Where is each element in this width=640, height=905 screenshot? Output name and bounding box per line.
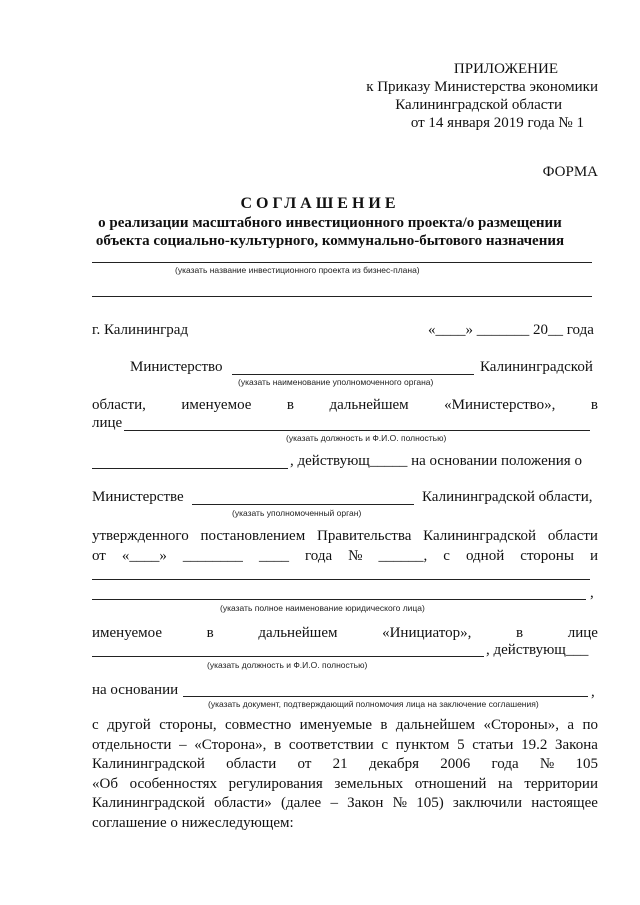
word: постановлением xyxy=(200,528,306,544)
word: № xyxy=(392,795,407,812)
word: лице xyxy=(567,625,598,641)
project-name-line-2[interactable] xyxy=(92,296,592,297)
paragraph-line xyxy=(92,814,598,834)
approved-line xyxy=(92,527,598,545)
word: 105 xyxy=(575,756,598,773)
word: года xyxy=(491,756,519,773)
word: Калининградской xyxy=(423,528,537,544)
legal-entity-line[interactable] xyxy=(92,579,590,580)
word: соглашение о нижеследующем: xyxy=(92,814,294,831)
authority-caption: (указать уполномоченный орган) xyxy=(232,508,362,518)
word: – xyxy=(179,736,187,753)
named-initiator-line xyxy=(92,624,598,642)
word: на xyxy=(498,775,513,792)
document-line[interactable] xyxy=(183,696,588,697)
word: с xyxy=(92,717,99,733)
word: статьи xyxy=(472,736,514,753)
paragraph-line xyxy=(92,716,598,736)
word: 5 xyxy=(457,736,465,753)
word: заключили xyxy=(452,795,522,812)
word: регулирования xyxy=(228,775,323,792)
resolution-number-field[interactable]: ______, xyxy=(378,548,428,564)
word: именуемое xyxy=(181,397,252,413)
date-day-field[interactable]: «____» xyxy=(121,548,167,564)
on-basis-label: на основании xyxy=(92,682,179,698)
word: с xyxy=(443,548,450,564)
word: стороны, xyxy=(159,717,217,733)
word: «Инициатор», xyxy=(382,625,472,641)
word: с xyxy=(381,736,388,753)
agreement-subtitle-1: о реализации масштабного инвестиционного проекта/о размещении xyxy=(98,215,562,231)
acting-clause-2: , действующ___ xyxy=(486,642,589,658)
word: Калининградской xyxy=(92,795,205,812)
word: «Об xyxy=(92,775,118,792)
final-paragraph xyxy=(92,716,598,834)
word: в xyxy=(274,736,282,753)
word: «Сторона», xyxy=(194,736,267,753)
word: именуемое xyxy=(92,625,162,641)
word: и xyxy=(589,548,598,564)
appendix-order-line: к Приказу Министерства экономики xyxy=(366,79,598,95)
date-year-field[interactable]: ____ xyxy=(258,548,289,564)
word: 2006 xyxy=(440,756,471,773)
word: в xyxy=(206,625,214,641)
word: дальнейшем xyxy=(395,717,476,733)
paragraph-line xyxy=(92,755,598,775)
comma: , xyxy=(591,684,595,700)
acting-clause: , действующ_____ на основании положения о xyxy=(290,453,582,469)
named-ministry-line xyxy=(92,396,598,414)
word: области» xyxy=(214,795,272,812)
word: именуемые xyxy=(299,717,373,733)
word: утвержденного xyxy=(92,528,189,544)
word: другой xyxy=(107,717,151,733)
legal-entity-line-2[interactable] xyxy=(92,599,586,600)
word: настоящее xyxy=(531,795,598,812)
word: № xyxy=(348,548,363,564)
word: одной xyxy=(465,548,505,564)
word: года xyxy=(304,548,333,564)
litse-word: лице xyxy=(92,415,123,431)
word: (далее xyxy=(280,795,322,812)
word: «Министерство», xyxy=(444,397,556,413)
position-name-caption: (указать должность и Ф.И.О. полностью) xyxy=(286,433,447,443)
paragraph-line xyxy=(92,794,598,814)
word: в xyxy=(516,625,524,641)
word: дальнейшем xyxy=(258,625,338,641)
word: Калининградской xyxy=(92,756,205,773)
word: 105) xyxy=(416,795,444,812)
word: № xyxy=(539,756,555,773)
word: Закон xyxy=(347,795,384,812)
word: области, xyxy=(92,397,146,413)
word: Правительства xyxy=(316,528,412,544)
word: области xyxy=(226,756,277,773)
legal-entity-caption: (указать полное наименование юридического лица) xyxy=(220,603,425,613)
word: от xyxy=(297,756,312,773)
word: декабря xyxy=(368,756,419,773)
initiator-position-line[interactable] xyxy=(92,656,484,657)
project-name-line[interactable] xyxy=(92,262,592,263)
appendix-date-line: от 14 января 2019 года № 1 xyxy=(410,115,584,131)
word: пунктом xyxy=(395,736,450,753)
word: от xyxy=(92,548,106,564)
kaliningrad-word: Калининградской xyxy=(480,359,593,375)
agreement-subtitle-2: объекта социально-культурного, коммунально-бытового назначения xyxy=(95,233,565,249)
word: – xyxy=(330,795,338,812)
paragraph-line xyxy=(92,736,598,756)
word: соответствии xyxy=(288,736,374,753)
initiator-position-caption: (указать должность и Ф.И.О. полностью) xyxy=(207,660,368,670)
position-name-line[interactable] xyxy=(124,430,590,431)
word: в xyxy=(286,397,294,413)
representative-line[interactable] xyxy=(92,468,288,469)
word: по xyxy=(582,717,598,733)
word: 21 xyxy=(332,756,348,773)
appendix-region-line: Калининградской области xyxy=(395,97,562,113)
project-name-caption: (указать название инвестиционного проекта из бизнес-плана) xyxy=(175,265,420,275)
kaliningrad-region: Калининградской области, xyxy=(422,489,593,505)
ministry-prep: Министерстве xyxy=(92,489,184,505)
form-label: ФОРМА xyxy=(542,164,598,180)
word: в xyxy=(380,717,388,733)
authority-name-line[interactable] xyxy=(232,374,474,375)
word: области xyxy=(547,528,598,544)
word: территории xyxy=(524,775,598,792)
paragraph-line xyxy=(92,775,598,795)
word: Закона xyxy=(555,736,598,753)
comma: , xyxy=(590,585,594,601)
word: стороны xyxy=(520,548,574,564)
document-caption: (указать документ, подтверждающий полномочия лица на заключение соглашения) xyxy=(208,699,539,709)
word: отдельности xyxy=(92,736,172,753)
word: «Стороны», xyxy=(483,717,559,733)
appendix-title: ПРИЛОЖЕНИЕ xyxy=(453,61,558,77)
word: 19.2 xyxy=(521,736,548,753)
agreement-title: СОГЛАШЕНИЕ xyxy=(240,195,400,212)
word: отношений xyxy=(414,775,487,792)
word: земельных xyxy=(334,775,404,792)
resolution-date-line xyxy=(92,547,598,565)
word: совместно xyxy=(224,717,292,733)
word: дальнейшем xyxy=(329,397,409,413)
word: особенностях xyxy=(129,775,218,792)
authority-line[interactable] xyxy=(192,504,414,505)
date-month-field[interactable]: ________ xyxy=(182,548,243,564)
word: в xyxy=(590,397,598,413)
ministry-word: Министерство xyxy=(130,359,223,375)
city-label: г. Калининград xyxy=(92,322,189,338)
word: а xyxy=(567,717,575,733)
authority-name-caption: (указать наименование уполномоченного органа) xyxy=(238,377,434,387)
date-field[interactable]: «____» _______ 20__ года xyxy=(428,322,594,338)
